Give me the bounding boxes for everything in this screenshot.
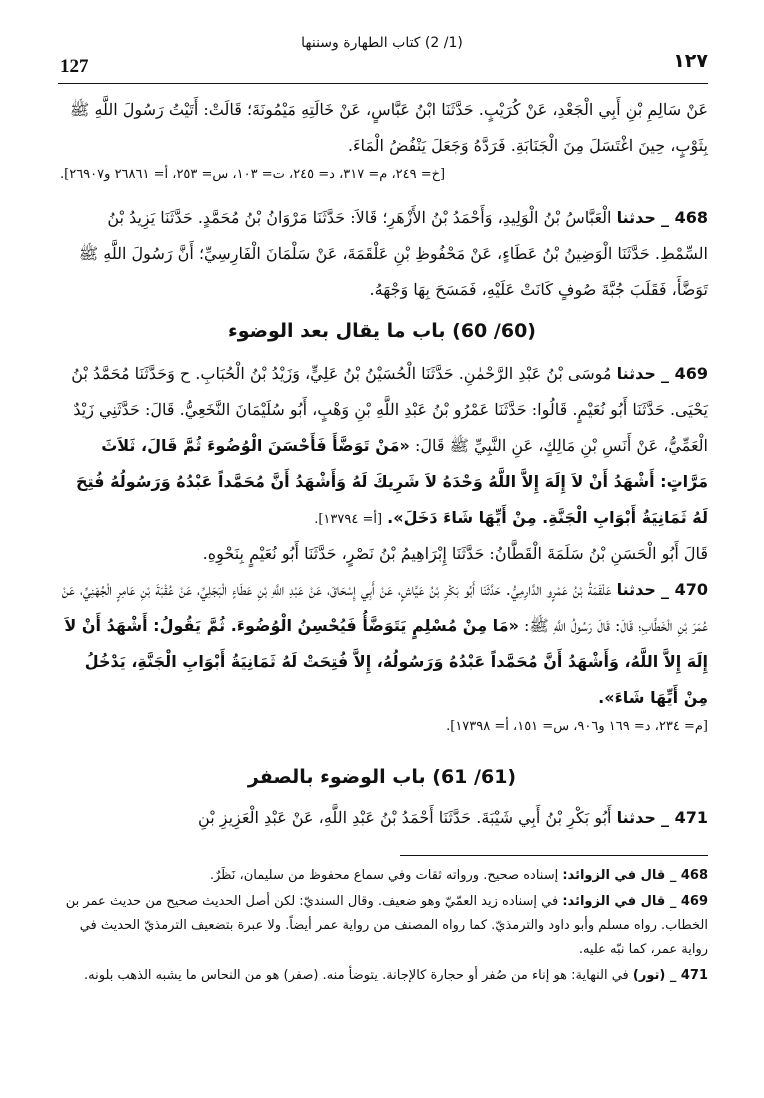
hadith-matn: «مَنْ تَوَضَّأَ فَأَحْسَنَ الْوُضُوءَ ثُمَّ قَالَ، ثَلاَثَ مَرَّاتٍ: أَشْهَدُ أَنْ لاَ إِلَهَ إِلاَّ اللَّهُ وَحْدَهُ لاَ شَرِيكَ لَهُ وَأَشْهَدُ أَنَّ مُحَمَّداً عَبْدُهُ وَرَسُولُهُ فُتِحَ لَهُ ثَمَانِيَةُ أَبْوَابِ الْجَنَّةِ. مِنْ أَيِّهَا شَاءَ دَخَلَ». [75, 436, 708, 527]
chapter-heading-60: (60/ 60) باب ما يقال بعد الوضوء [228, 320, 536, 342]
hadith-number: 469 _ [661, 364, 708, 383]
hadith-number: 468 _ [661, 208, 708, 227]
page-number-arabic: ١٢٧ [673, 50, 708, 72]
footnote-label: 471 _ (تور) [632, 968, 708, 983]
hadith-lead: حدثنا [616, 808, 656, 827]
footnote-471 [60, 964, 708, 988]
hadith-text: عَلْقَمَةُ بْنُ عَمْرٍو الدَّارِمِيُّ. حَدَّثَنَا أَبُو بَكْرِ بْنُ عَيَّاشٍ، عَنْ أَبِي إِسْحَاقَ، عَنْ عَبْدِ اللَّهِ بْنِ عَطَاءٍ الْبَجَلِيِّ، عَنْ عُقْبَةَ بْنِ عَامِرٍ الْجُهَنِيِّ، عَنْ عُمَرَ بْنِ الْخَطَّابِ؛ قَالَ: قَالَ رَسُولُ اللَّهِ ﷺ: [61, 580, 708, 635]
footnotes [60, 864, 708, 990]
hadith-470 [60, 572, 708, 738]
hadith-lead: حدثنا [616, 208, 656, 227]
hadith-text: عَنْ سَالِمِ بْنِ أَبِي الْجَعْدِ، عَنْ كُرَيْبٍ. حَدَّثَنَا ابْنُ عَبَّاسٍ، عَنْ خَالَتِهِ مَيْمُونَةَ؛ قَالَتْ: أَتَيْتُ رَسُولَ اللَّهِ ﷺ بِثَوْبٍ، حِينَ اغْتَسَلَ مِنَ الْجَنَابَةِ. فَرَدَّهُ وَجَعَلَ يَنْفُضُ الْمَاءَ. [70, 100, 708, 155]
running-title: (1/ 2) كتاب الطهارة وسننها [301, 35, 463, 51]
hadith-reference: [أ= ١٣٧٩٤]. [314, 512, 383, 527]
footnote-label: 468 _ قال في الزوائد: [562, 868, 708, 883]
footnote-468 [60, 864, 708, 888]
footnote-text: في إسناده زيد العمّيّ وهو ضعيف. وقال السنديّ: لكن أصل الحديث صحيح من حديث عمر بن الخطاب. رواه مسلم وأبو داود والترمذيّ. كما رواه المصنف من رواية عمر أيضاً. ولا عبرة بتضعيف الترمذيّ الحديث في رواية عمر، كما نبّه عليه. [65, 894, 708, 957]
header-rule [58, 83, 708, 84]
hadith-text: الْعَبَّاسُ بْنُ الْوَلِيدِ، وَأَحْمَدُ بْنُ الأَزْهَرِ؛ قَالاَ: حَدَّثَنَا مَرْوَانُ بْنُ مُحَمَّدٍ. حَدَّثَنَا يَزِيدُ بْنُ السِّمْطِ. حَدَّثَنَا الْوَضِينُ بْنُ عَطَاءٍ، عَنْ مَحْفُوظِ بْنِ عَلْقَمَةَ، عَنْ سَلْمَانَ الْفَارِسِيِّ؛ أَنَّ رَسُولَ اللَّهِ ﷺ تَوَضَّأَ، فَقَلَبَ جُبَّةَ صُوفٍ كَانَتْ عَلَيْهِ، فَمَسَحَ بِهَا وَجْهَهُ. [78, 208, 708, 299]
chapter-heading-61: (61/ 61) باب الوضوء بالصفر [247, 766, 517, 788]
footnote-text: في النهاية: هو إناء من صُفر أو حجارة كالإجانة. يتوضأ منه. (صفر) هو من النحاس ما يشبه الذهب بلونه. [84, 968, 629, 983]
footnote-rule [400, 855, 708, 856]
hadith-reference: [م= ٢٣٤، د= ١٦٩ و٩٠٦، س= ١٥١، أ= ١٧٣٩٨]. [446, 719, 708, 734]
hadith-continuation [60, 92, 708, 186]
page-number-latin: 127 [60, 56, 89, 77]
hadith-matn: «مَا مِنْ مُسْلِمٍ يَتَوَضَّأُ فَيُحْسِنُ الْوُضُوءَ. ثُمَّ يَقُولُ: أَشْهَدُ أَنْ لاَ إِلَهَ إِلاَّ اللَّهُ، وَأَشْهَدُ أَنَّ مُحَمَّداً عَبْدُهُ وَرَسُولُهُ، إِلاَّ فُتِحَتْ لَهُ ثَمَانِيَةُ أَبْوَابِ الْجَنَّةِ، يَدْخُلُ مِنْ أَيِّهَا شَاءَ». [64, 616, 708, 707]
hadith-lead: حدثنا [616, 580, 656, 599]
hadith-note: قَالَ أَبُو الْحَسَنِ بْنُ سَلَمَةَ الْقَطَّانُ: حَدَّثَنَا إِبْرَاهِيمُ بْنُ نَصْرٍ، حَدَّثَنَا أَبُو نُعَيْمٍ بِنَحْوِهِ. [202, 544, 708, 563]
hadith-number: 470 _ [661, 580, 708, 599]
hadith-text: مُوسَى بْنُ عَبْدِ الرَّحْمٰنِ. حَدَّثَنَا الْحُسَيْنُ بْنُ عَلِيٍّ، وَزَيْدُ بْنُ الْحُبَابِ. ح وَحَدَّثَنَا مُحَمَّدُ بْنُ يَحْيَى. حَدَّثَنَا أَبُو نُعَيْمٍ. قَالُوا: حَدَّثَنَا عَمْرُو بْنُ عَبْدِ اللَّهِ بْنِ وَهْبٍ، أَبُو سُلَيْمَانَ النَّخَعِيُّ. قَالَ: حَدَّثَنِي زَيْدٌ الْعَمِّيُّ، عَنْ أَنَسِ بْنِ مَالِكٍ، عَنِ النَّبِيِّ ﷺ قَالَ: [71, 364, 708, 455]
hadith-number: 471 _ [661, 808, 708, 827]
footnote-text: إسناده صحيح. ورواته ثقات وفي سماع محفوظ من سليمان، نَظَرٌ. [209, 868, 559, 883]
hadith-468 [60, 200, 708, 308]
footnote-label: 469 _ قال في الزوائد: [562, 894, 708, 909]
hadith-text: أَبُو بَكْرِ بْنُ أَبِي شَيْبَةَ. حَدَّثَنَا أَحْمَدُ بْنُ عَبْدِ اللَّهِ، عَنْ عَبْدِ الْعَزِيزِ بْنِ [198, 808, 612, 827]
footnote-469 [60, 890, 708, 962]
hadith-469 [60, 356, 708, 572]
hadith-471 [60, 800, 708, 836]
hadith-reference: [خ= ٢٤٩، م= ٣١٧، د= ٢٤٥، ت= ١٠٣، س= ٢٥٣، أ= ٢٦٨٦١ و٢٦٩٠٧]. [60, 167, 446, 182]
hadith-lead: حدثنا [616, 364, 656, 383]
